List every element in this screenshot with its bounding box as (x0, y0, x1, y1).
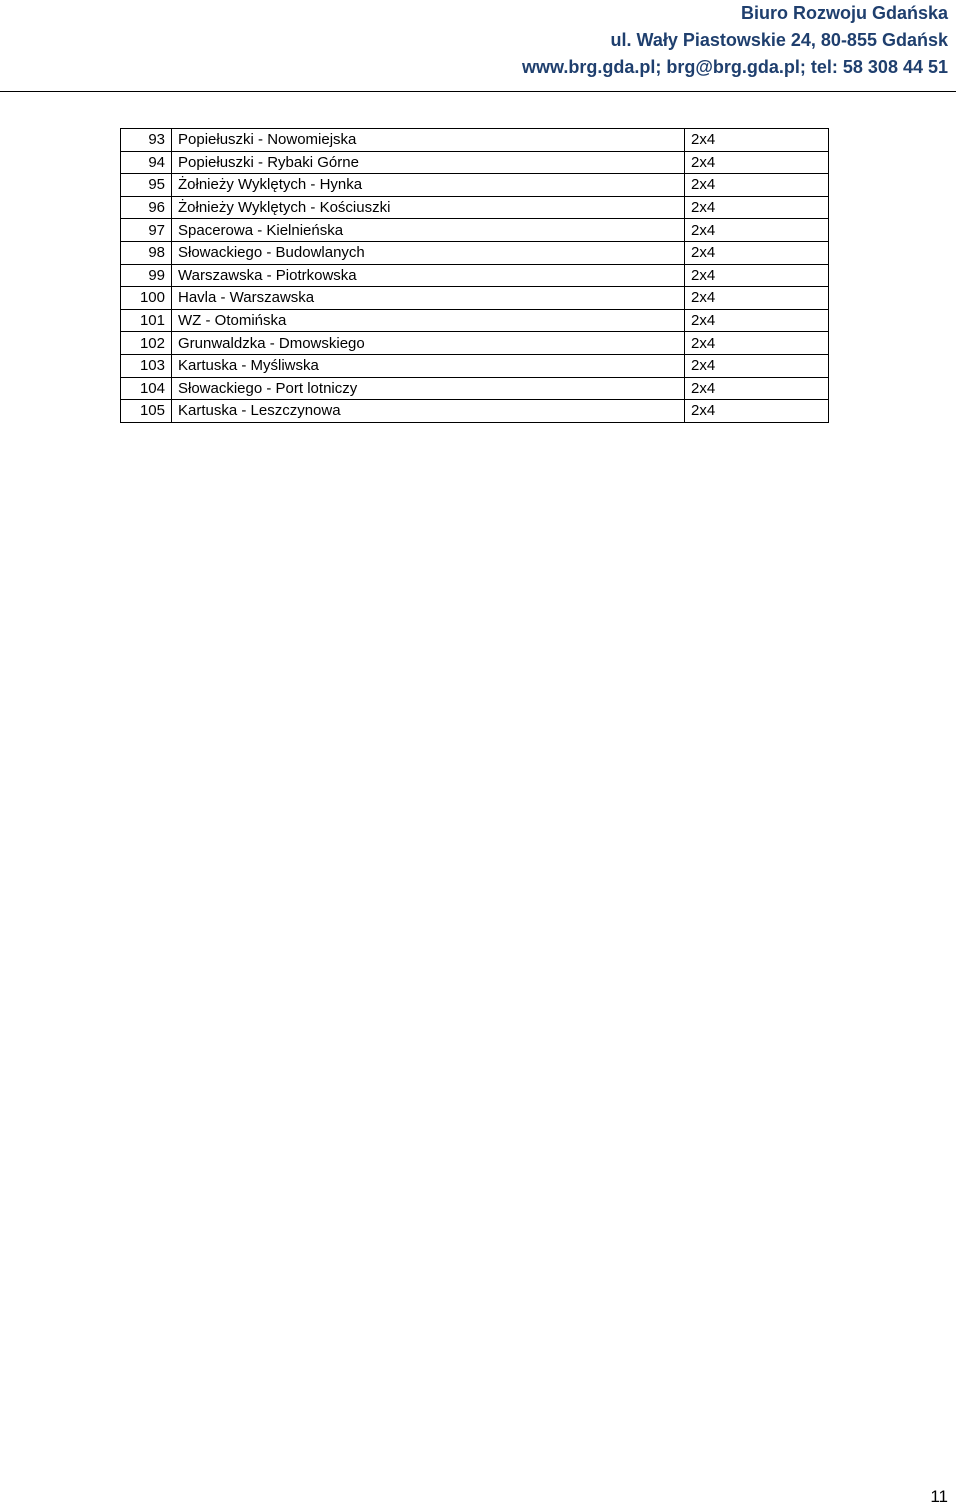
table-row (121, 129, 829, 152)
row-value: 2x4 (685, 241, 829, 264)
row-route-name: Warszawska - Piotrkowska (172, 264, 685, 287)
header-organization: Biuro Rozwoju Gdańska (740, 3, 948, 23)
row-route-name: Żołnieży Wyklętych - Kościuszki (172, 196, 685, 219)
row-number: 102 (121, 332, 172, 355)
row-route-name: Kartuska - Myśliwska (172, 354, 685, 377)
routes-table (120, 128, 829, 423)
table-row (121, 287, 829, 310)
row-route-name: WZ - Otomińska (172, 309, 685, 332)
table-row (121, 151, 829, 174)
row-value: 2x4 (685, 129, 829, 152)
row-value: 2x4 (685, 219, 829, 242)
row-number: 93 (121, 129, 172, 152)
header-contact: www.brg.gda.pl; brg@brg.gda.pl; tel: 58 308 44 51 (522, 57, 948, 77)
table-row (121, 219, 829, 242)
row-value: 2x4 (685, 309, 829, 332)
row-route-name: Popiełuszki - Rybaki Górne (172, 151, 685, 174)
table-row (121, 400, 829, 423)
row-value: 2x4 (685, 151, 829, 174)
row-route-name: Popiełuszki - Nowomiejska (172, 129, 685, 152)
row-route-name: Grunwaldzka - Dmowskiego (172, 332, 685, 355)
table-row (121, 332, 829, 355)
row-number: 103 (121, 354, 172, 377)
table-row (121, 377, 829, 400)
row-route-name: Słowackiego - Budowlanych (172, 241, 685, 264)
table-row (121, 309, 829, 332)
row-number: 105 (121, 400, 172, 423)
row-route-name: Spacerowa - Kielnieńska (172, 219, 685, 242)
page-number: 11 (930, 1487, 948, 1506)
table-row (121, 174, 829, 197)
row-route-name: Havla - Warszawska (172, 287, 685, 310)
row-number: 100 (121, 287, 172, 310)
row-number: 101 (121, 309, 172, 332)
row-route-name: Żołnieży Wyklętych - Hynka (172, 174, 685, 197)
table-row (121, 264, 829, 287)
row-number: 96 (121, 196, 172, 219)
row-route-name: Kartuska - Leszczynowa (172, 400, 685, 423)
header-address: ul. Wały Piastowskie 24, 80-855 Gdańsk (610, 30, 948, 50)
row-number: 104 (121, 377, 172, 400)
table-row (121, 354, 829, 377)
table-row (121, 241, 829, 264)
row-route-name: Słowackiego - Port lotniczy (172, 377, 685, 400)
row-value: 2x4 (685, 174, 829, 197)
row-value: 2x4 (685, 377, 829, 400)
row-number: 99 (121, 264, 172, 287)
row-value: 2x4 (685, 400, 829, 423)
header-divider (0, 91, 956, 92)
row-number: 98 (121, 241, 172, 264)
row-value: 2x4 (685, 287, 829, 310)
row-value: 2x4 (685, 264, 829, 287)
row-number: 97 (121, 219, 172, 242)
table-row (121, 196, 829, 219)
row-value: 2x4 (685, 196, 829, 219)
row-value: 2x4 (685, 332, 829, 355)
page-header (522, 0, 948, 81)
row-value: 2x4 (685, 354, 829, 377)
routes-table-body (121, 129, 829, 423)
row-number: 94 (121, 151, 172, 174)
row-number: 95 (121, 174, 172, 197)
